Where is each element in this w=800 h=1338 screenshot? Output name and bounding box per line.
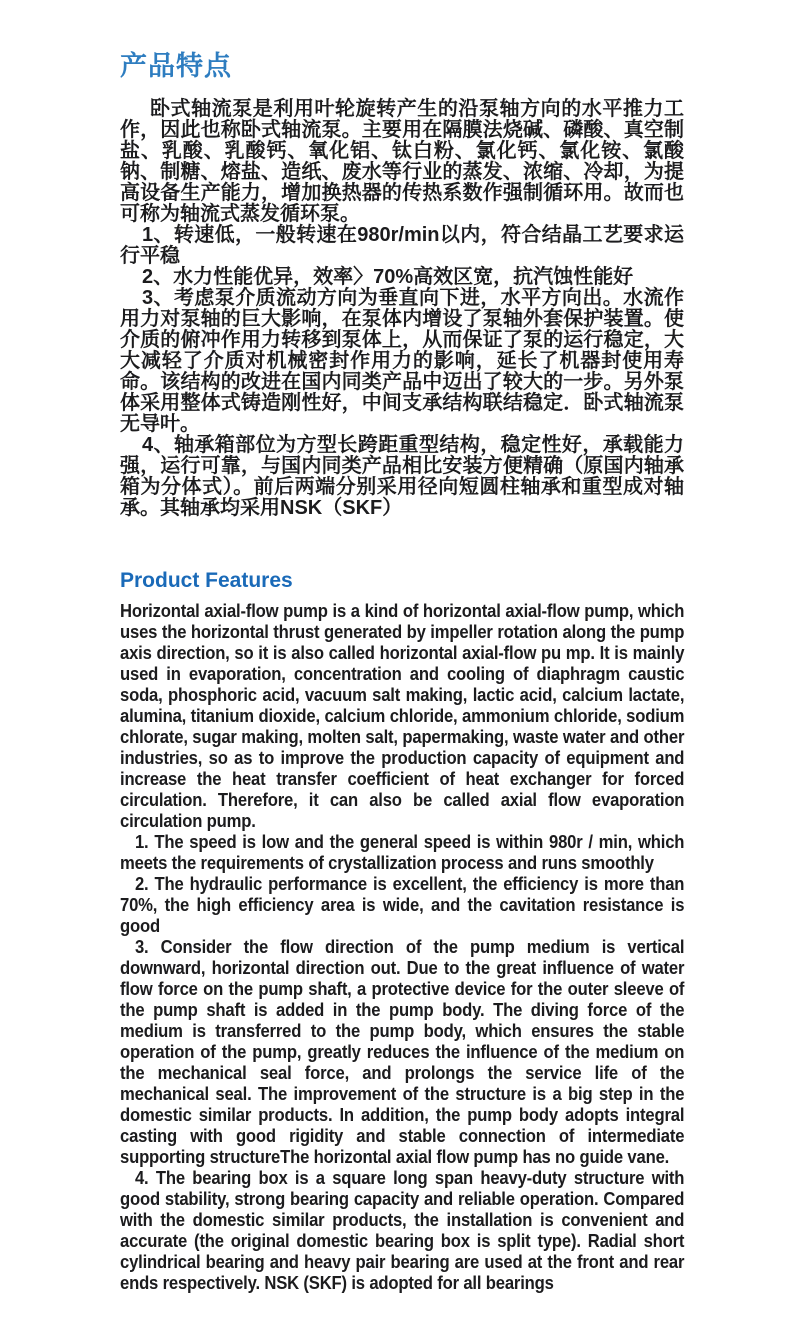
chinese-feature-item-3: 3、考虑泵介质流动方向为垂直向下进，水平方向出。水流作用力对泵轴的巨大影响，在泵体内增设了泵轴外套保护装置。使介质的俯冲作用力转移到泵体上，从而保证了泵的运行稳定，大大减轻了介质对机械密封作用力的影响，延长了机器封使用寿命。该结构的改进在国内同类产品中迈出了较大的一步。另外泵体采用整体式铸造刚性好，中间支承结构联结稳定．卧式轴流泵无导叶。 xyxy=(120,287,684,435)
english-intro-paragraph: Horizontal axial-flow pump is a kind of horizontal axial-flow pump, which uses the horizontal thrust generated by impeller rotation along the pump axis direction, so it is also called horizontal axial-flow pu mp. It is mainly used in evaporation, concentration and cooling of diaphragm caustic soda, phosphoric acid, vacuum salt making, lactic acid, calcium lactate, alumina, titanium dioxide, calcium chloride, ammonium chloride, sodium chlorate, sugar making, molten salt, papermaking, waste water and other industries, so as to improve the production capacity of equipment and increase the heat transfer coefficient of heat exchanger for forced circulation. Therefore, it can also be called axial flow evaporation circulation pump. xyxy=(120,600,685,831)
english-feature-item-1: 1. The speed is low and the general speed is within 980r / min, which meets the requirements of crystallization process and runs smoothly xyxy=(120,831,685,873)
chinese-features-section xyxy=(120,50,684,519)
chinese-feature-item-4: 4、轴承箱部位为方型长跨距重型结构，稳定性好，承载能力强，运行可靠，与国内同类产品相比安装方便精确（原国内轴承箱为分体式）。前后两端分别采用径向短圆柱轴承和重型成对轴承。其轴承均采用NSK（SKF） xyxy=(120,434,684,519)
chinese-section-title: 产品特点 xyxy=(120,51,232,81)
chinese-intro-paragraph: 卧式轴流泵是利用叶轮旋转产生的沿泵轴方向的水平推力工作，因此也称卧式轴流泵。主要用在隔膜法烧碱、磷酸、真空制盐、乳酸、乳酸钙、氧化铝、钛白粉、氯化钙、氯化铵、氯酸钠、制糖、熔盐、造纸、废水等行业的蒸发、浓缩、冷却，为提高设备生产能力，增加换热器的传热系数作强制循环用。故而也可称为轴流式蒸发循环泵。 xyxy=(120,98,684,225)
english-feature-item-2: 2. The hydraulic performance is excellent, the efficiency is more than 70%, the high efficiency area is wide, and the cavitation resistance is good xyxy=(120,873,685,936)
chinese-feature-item-1: 1、转速低，一般转速在980r/min以内，符合结晶工艺要求运行平稳 xyxy=(120,224,684,267)
english-body-text xyxy=(120,600,684,1293)
english-features-section xyxy=(120,569,684,1293)
english-feature-item-4: 4. The bearing box is a square long span heavy-duty structure with good stability, strong bearing capacity and reliable operation. Compared with the domestic similar products, the installation is convenient and accurate (the original domestic bearing box is split type). Radial short cylindrical bearing and heavy pair bearing are used at the front and rear ends respectively. NSK (SKF) is adopted for all bearings xyxy=(120,1167,685,1293)
english-feature-item-3: 3. Consider the flow direction of the pump medium is vertical downward, horizontal direction out. Due to the great influence of water flow force on the pump shaft, a protective device for the outer sleeve of the pump shaft is added in the pump body. The diving force of the medium is transferred to the pump body, which ensures the stable operation of the pump, greatly reduces the influence of the medium on the mechanical seal force, and prolongs the service life of the mechanical seal. The improvement of the structure is a big step in the domestic similar products. In addition, the pump body adopts integral casting with good rigidity and stable connection of intermediate supporting structureThe horizontal axial flow pump has no guide vane. xyxy=(120,936,685,1167)
english-section-title: Product Features xyxy=(120,569,293,592)
chinese-feature-item-2: 2、水力性能优异，效率〉70%高效区宽，抗汽蚀性能好 xyxy=(142,266,634,288)
chinese-body-text xyxy=(120,99,684,519)
